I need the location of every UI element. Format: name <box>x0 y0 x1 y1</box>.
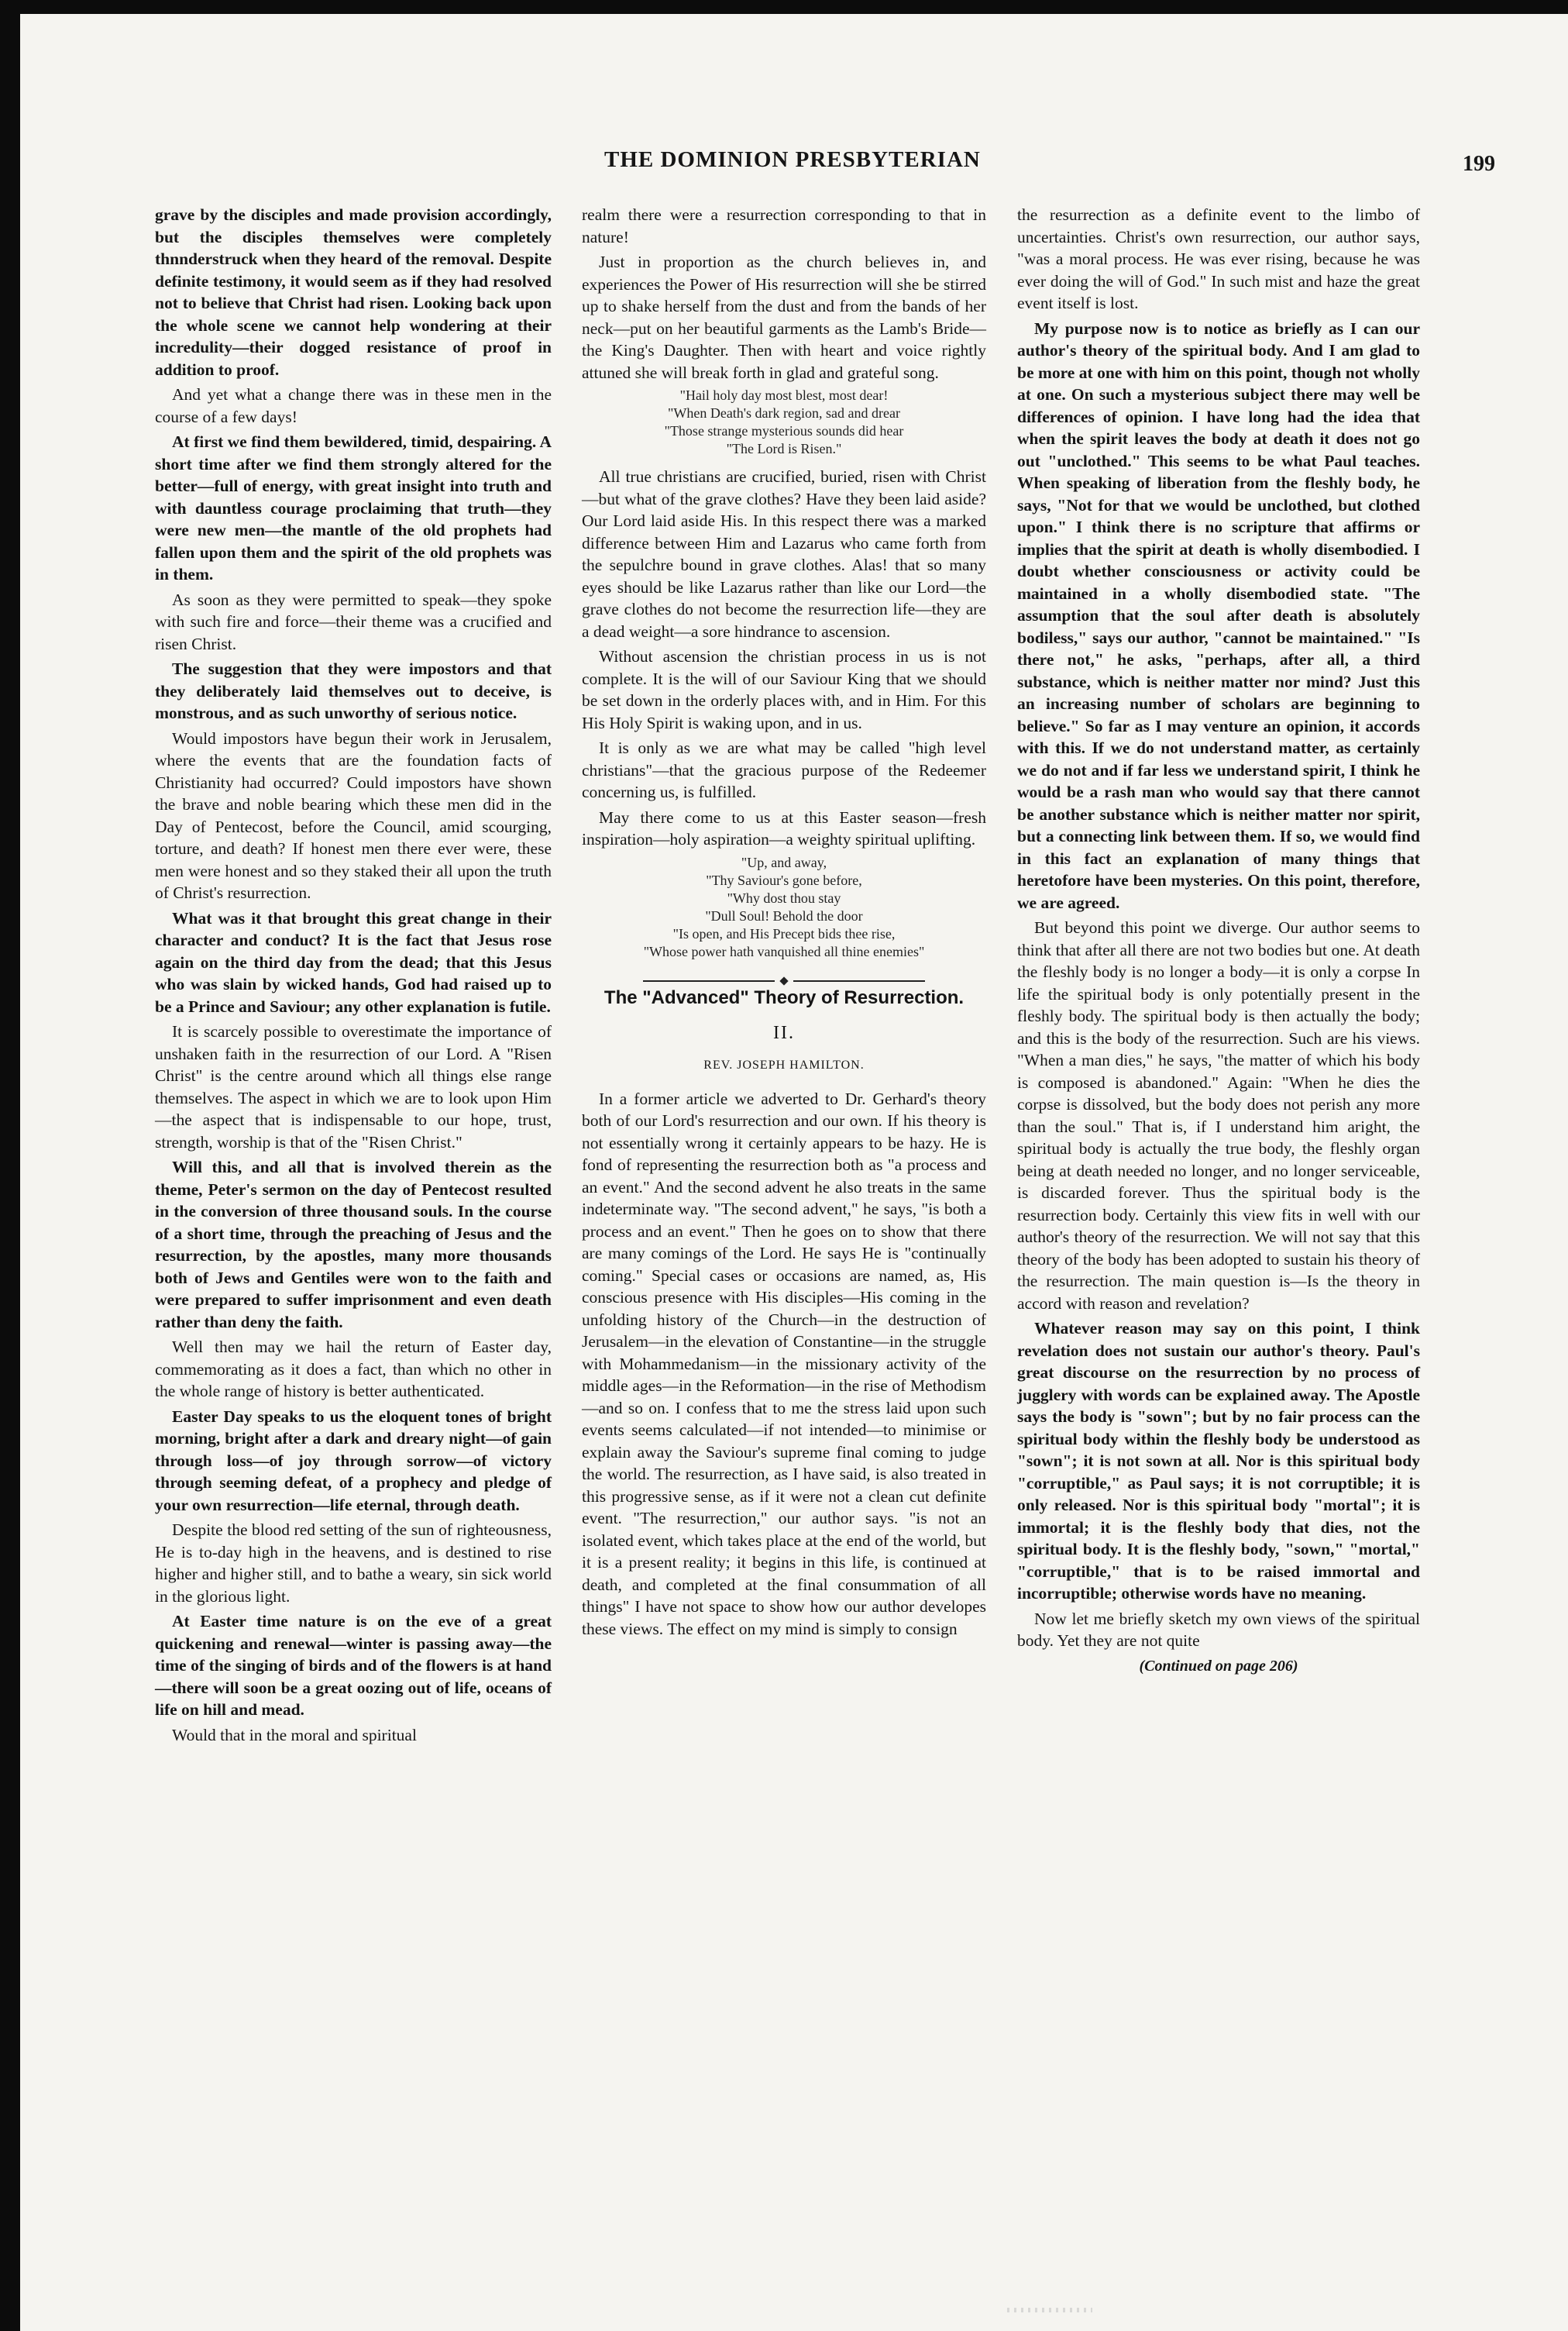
column-3 <box>1017 204 1420 1677</box>
poem-line: "The Lord is Risen." <box>726 441 842 456</box>
paragraph: Well then may we hail the return of Easter day, commemorating as it does a fact, than which no other in the whole range of history is better authenticated. <box>155 1338 552 1400</box>
column-2 <box>582 204 986 1643</box>
paragraph: My purpose now is to notice as briefly as I can our author's theory of the spiritual body. And I am glad to be more at one with him on this point, though not wholly at one. On such a mysterious subject there may well be differences of opinion. I have long had the idea that when the spirit leaves the body at death it does not go out "unclothed." This seems to be what Paul teaches. When speaking of liberation from the fleshly body, he says, "Not for that we would be unclothed, but clothed upon." I think there is no scripture that affirms or implies that the spirit at death is wholly disembodied. I doubt whether consciousness or activity could be maintained in a wholly disembodied state. "The assumption that the soul after death is absolutely bodiless," says our author, "cannot be maintained." "Is there not," he asks, "perhaps, after all, a third substance, which is neither matter nor mind? Just this an increasing number of scholars are beginning to believe." So far as I may venture an opinion, it accords with this. If we do not understand matter, as certainly we do not and if far less we understand spirit, I think he would be a rash man who would say that there cannot be another substance which is neither matter nor spirit, but a connecting link between them. If so, we would find in this fact an explanation of many things that heretofore have been mysteries. On this point, therefore, we are agreed. <box>1017 318 1420 912</box>
poem-verse <box>582 854 986 961</box>
paragraph: Would that in the moral and spiritual <box>172 1725 417 1744</box>
section-divider <box>582 969 986 976</box>
paragraph: At Easter time nature is on the eve of a great quickening and renewal—winter is passing away—the time of the singing of birds and of the flowers is at hand—there will soon be a great oozing out of life, oceans of life on hill and mead. <box>155 1612 552 1719</box>
poem-line: "When Death's dark region, sad and drear <box>668 405 900 421</box>
paragraph: Will this, and all that is involved therein as the theme, Peter's sermon on the day of Pentecost resulted in the conversion of three thousand souls. In the course of a short time, through the preaching of Jesus and the resurrection, by the apostles, many more thousands both of Jews and Gentiles were won to the faith and were prepared to suffer imprisonment and even death rather than deny the faith. <box>155 1158 552 1331</box>
paragraph: Without ascension the christian process in us is not complete. It is the will of our Saviour King that we should be set down in the orderly places with, and in Him. For this His Holy Spirit is waking upon, and in us. <box>582 647 986 732</box>
paragraph: Easter Day speaks to us the eloquent tones of bright morning, bright after a dark and dreary night—of gain through loss—of joy through sorrow—of victory through seeming defeat, of a prophecy and pledge of your own resurrection—life eternal, through death. <box>155 1407 552 1514</box>
paragraph: It is scarcely possible to overestimate the importance of unshaken faith in the resurrection of our Lord. A "Risen Christ" is the centre around which all things else range themselves. The aspect in which we are to look upon Him—the aspect that is indispensable to our hope, trust, strength, worship is that of the "Risen Christ." <box>155 1022 552 1152</box>
poem-line: "Hail holy day most blest, most dear! <box>679 387 889 403</box>
paragraph: Would impostors have begun their work in Jerusalem, where the events that are the foundation facts of Christianity had occurred? Could impostors have shown the brave and noble bearing which these men did in the Day of Pentecost, before the Council, amid scourging, torture, and death? If honest men there ever were, these men were honest and so they staked their all upon the truth of Christ's resurrection. <box>155 728 552 902</box>
poem-line: "Is open, and His Precept bids thee rise, <box>672 925 896 942</box>
continued-notice: (Continued on page 206) <box>1139 1657 1298 1675</box>
paragraph: grave by the disciples and made provision accordingly, but the disciples themselves were completely thnnderstruck when they heard of the removal. Despite definite testimony, it would seem as if they had resolved not to believe that Christ had risen. Looking back upon the whole scene we cannot help wondering at their incredulity—their dogged resistance of proof in addition to proof. <box>155 205 552 379</box>
poem-line: "Dull Soul! Behold the door <box>705 907 863 924</box>
poem-line: "Whose power hath vanquished all thine enemies" <box>643 943 925 959</box>
article-title: The "Advanced" Theory of Resurrection. <box>603 986 965 1008</box>
paragraph: Despite the blood red setting of the sun of righteousness, He is to-day high in the heavens, and is destined to rise higher and higher still, and to bathe a weary, sin sick world in the glorious light. <box>155 1520 552 1606</box>
paragraph: the resurrection as a definite event to the limbo of uncertainties. Christ's own resurrection, our author says, "was a moral process. He was ever rising, because he was ever doing the will of God." In such mist and haze the great event itself is lost. <box>1017 205 1420 312</box>
paragraph: At first we find them bewildered, timid, despairing. A short time after we find them strongly altered for the better—full of energy, with great insight into truth and with dauntless courage proclaiming that truth—they were new men—the mantle of the old prophets had fallen upon them and the spirit of the old prophets was in them. <box>155 432 552 584</box>
poem-line: "Thy Saviour's gone before, <box>706 872 862 888</box>
paragraph: And yet what a change there was in these men in the course of a few days! <box>155 385 552 426</box>
paragraph: Just in proportion as the church believes in, and experiences the Power of His resurrection will she be stirred up to shake herself from the dust and from the bands of her neck—put on her beautiful garments as the Lamb's Bride—the King's Daughter. Then with heart and voice rightly attuned she will break forth in glad and grateful song. <box>582 253 986 382</box>
top-border <box>0 0 1568 14</box>
poem-verse <box>582 387 986 458</box>
paragraph: As soon as they were permitted to speak—they spoke with such fire and force—their theme was a crucified and risen Christ. <box>155 590 552 653</box>
scan-artifact <box>1007 2308 1092 2312</box>
paragraph: Whatever reason may say on this point, I think revelation does not sustain our author's theory. Paul's great discourse on the resurrection by no process of jugglery with words can be explained away. The Apostle says the body is "sown"; but by no fair process can the spiritual body within the fleshly body be understood as "sown"; it is not sown at all. Nor is this spiritual body "corruptible," as Paul says; it is not corruptible; it is only released. Nor is this spiritual body "mortal"; it is immortal; it is the fleshly body that dies, not the spiritual body. It is the fleshly body, "sown," "mortal," "corruptible," that is to be raised immortal and incorruptible; otherwise words have no meaning. <box>1017 1319 1420 1603</box>
article-part-number: II. <box>773 1022 795 1043</box>
page-number: 199 <box>1463 152 1495 176</box>
poem-line: "Why dost thou stay <box>727 890 841 906</box>
poem-line: "Up, and away, <box>741 854 827 870</box>
paragraph: What was it that brought this great change in their character and conduct? It is the fact that Jesus rose again on the third day from the dead; that this Jesus who was slain by wicked hands, God had raised up to be a Prince and Saviour; any other explanation is futile. <box>155 908 552 1016</box>
paragraph: Now let me briefly sketch my own views of the spiritual body. Yet they are not quite <box>1017 1609 1420 1650</box>
paragraph: May there come to us at this Easter season—fresh inspiration—holy aspiration—a weighty spiritual uplifting. <box>582 807 986 849</box>
paragraph: But beyond this point we diverge. Our author seems to think that after all there are not two bodies but one. At death the fleshly body is no longer a body—it is only a corpse In life the spiritual body is only potentially present in the fleshly body. The spiritual body is then actually the body; and this is the body of the resurrection. Such are his views. "When a man dies," he says, "the matter of which his body is composed is abandoned." Again: "When he dies the corpse is dissolved, but the body does not perish any more than the soul." That is, if I understand him aright, the spiritual body is actually the true body, the fleshly organ being at death needed no longer, and no longer serviceable, is discarded forever. Thus the spiritual body is the resurrection body. Certainly this view fits in well with our author's theory of the resurrection. We will not say that this theory of the body has been adopted to sustain his theory of the resurrection. The main question is—Is the theory in accord with reason and revelation? <box>1017 918 1420 1313</box>
left-border <box>0 0 20 2331</box>
masthead-title: THE DOMINION PRESBYTERIAN <box>604 147 981 172</box>
paragraph: realm there were a resurrection corresponding to that in nature! <box>582 205 986 246</box>
column-1 <box>155 204 552 1749</box>
paragraph: The suggestion that they were impostors and that they deliberately laid themselves out to deceive, is monstrous, and as such unworthy of serious notice. <box>155 659 552 722</box>
paragraph: In a former article we adverted to Dr. Gerhard's theory both of our Lord's resurrection and our own. If his theory is not essentially wrong it certainly appears to be hazy. He is fond of representing the resurrection both as "a process and an event." And the second advent he also treats in the same indeterminate way. "The second advent," he says, "is both a process and an event." Then he goes on to show that there are many comings of the Lord. He says He is "continually coming." Special cases or occasions are named, as, His conscious presence with His disciples—His coming in the unfolding history of the Church—in the destruction of Jerusalem—in the elevation of Constantine—in the struggle with Mohammedanism—in the missionary activity of the middle ages—in the Reformation—in the rise of Methodism—and so on. I confess that to me the stress laid upon such events seems calculated—if not intended—to minimise or explain away the Saviour's supreme final coming to judge the world. The resurrection, as I have said, is also treated in this progressive sense, as if it were not a clean cut definite event. "The resurrection," our author says. "is not an isolated event, which takes place at the end of the world, but it is a present reality; it begins in this life, is continued at death, and completed at the final consummation of all things" I have not space to show how our author developes these views. The effect on my mind is simply to consign <box>582 1089 986 1638</box>
poem-line: "Those strange mysterious sounds did hear <box>664 423 904 439</box>
paragraph: All true christians are crucified, buried, risen with Christ—but what of the grave clothes? Have they been laid aside? Our Lord laid aside His. In this respect there was a marked difference between Him and Lazarus who came forth from the sepulchre bound in grave clothes. Alas! that so many eyes should be like Lazarus rather than like our Lord—the grave clothes do not become the resurrection life—they are a dead weight—a sore hindrance to ascension. <box>582 467 986 641</box>
paragraph: It is only as we are what may be called "high level christians"—that the gracious purpose of the Redeemer concerning us, is fulfilled. <box>582 739 986 801</box>
author-byline: REV. JOSEPH HAMILTON. <box>703 1059 865 1072</box>
